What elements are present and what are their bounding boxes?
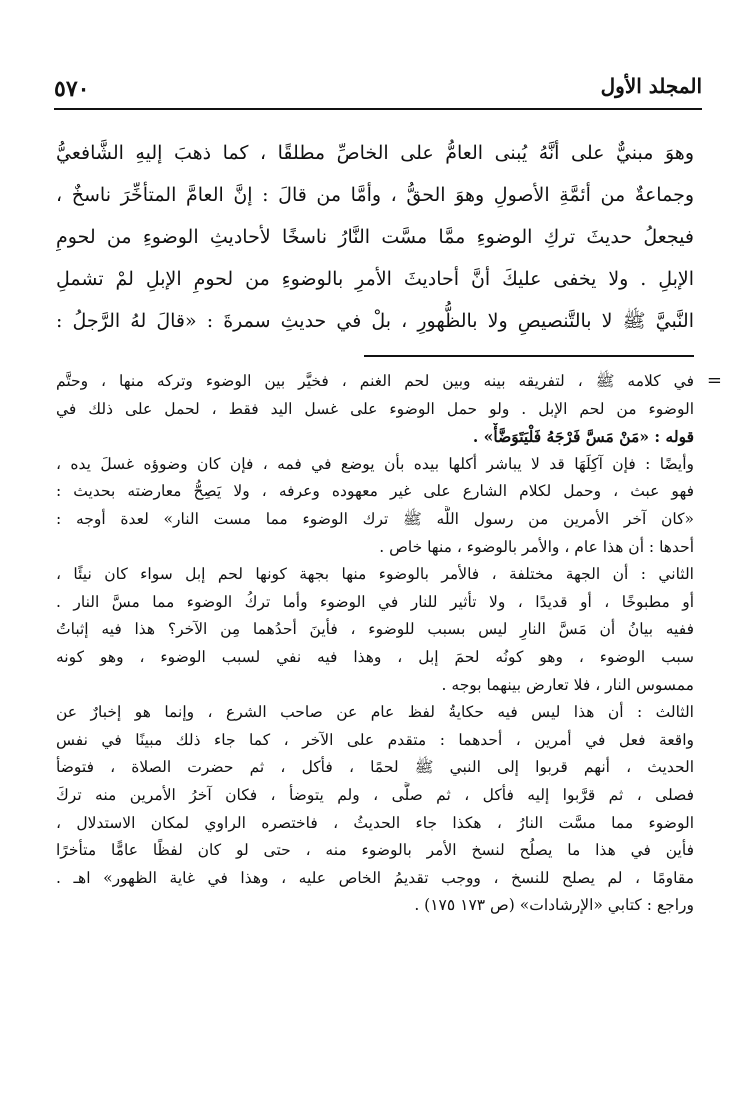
footnote-line: الحديث ، أنهم قربوا إلى النبي ﷺ لحمًا ، فأكل ، ثم حضرت الصلاة ، فتوضأ	[56, 758, 694, 777]
main-text-line: وهوَ مبنيٌّ على أنَّهُ يُبنى العامُّ على الخاصِّ مطلقًا ، كما ذهبَ إليهِ الشَّافعيُّ	[56, 142, 694, 164]
footnote-continuation-mark: =	[706, 370, 722, 391]
footnote-block	[56, 368, 722, 920]
footnote-line: «كان آخر الأمرين من رسول اللَّه ﷺ ترك الوضوء مما مست النار» لعدة أوجه :	[56, 509, 694, 528]
page-number: ٥٧٠	[54, 76, 90, 102]
footnote-line: في كلامه ﷺ ، لتفريقه بينه وبين لحم الغنم ، فخيَّر بين الوضوء وتركه منها ، وحتَّم	[56, 372, 694, 390]
footnote-line: وراجع : كتابي «الإرشادات» (ص ١٧٣ ١٧٥) .	[414, 896, 694, 915]
footnote-line: أو مطبوخًا ، أو قديدًا ، ولا تأثير للنار في الوضوء وأما تركُ الوضوء مما مسَّ النار .	[56, 592, 694, 611]
header-divider	[54, 108, 702, 110]
footnote-line: الوضوء من لحم الإبل . ولو حمل الوضوء على غسل اليد فقط ، لحمل على ذلك في	[56, 399, 694, 418]
footnote-line: واقعة فعل في أمرين ، أحدهما : متقدم على الآخر ، كما جاء ذلك مبينًا في نفس	[56, 730, 694, 749]
main-text-line: فيجعلُ حديثَ تركِ الوضوءِ ممَّا مسَّت النَّارُ ناسخًا لأحاديثِ الوضوءِ من لحومِ	[56, 226, 694, 248]
footnote-line: مقاومًا ، لم يصلح للنسخ ، ووجب تقديمُ الخاص عليه ، وهذا في غاية الظهور» اهـ .	[56, 868, 694, 887]
main-text	[56, 132, 694, 342]
page-header	[54, 72, 702, 110]
main-text-line: الإبلِ . ولا يخفى عليكَ أنَّ أحاديثَ الأمرِ بالوضوءِ من لحومِ الإبلِ لمْ تشملِ	[56, 268, 694, 290]
footnote-line: قوله : «مَنْ مَسَّ فَرْجَهُ فَلْيَتَوَضَّأْ» .	[472, 427, 694, 447]
footnote-divider	[364, 355, 694, 357]
footnote-line: ففيه بيانُ أن مَسَّ النارِ ليس بسبب للوضوء ، فأينَ أحدُهما مِن الآخر؟ هذا فيه إثباتُ	[56, 620, 694, 639]
footnote-line: الثالث : أن هذا ليس فيه حكايةُ لفظ عام عن صاحب الشرع ، وإنما هو إخبارٌ عن	[56, 703, 694, 722]
main-text-line: النَّبيَّ ﷺ لا بالتَّنصيصِ ولا بالظُّهورِ ، بلْ في حديثِ سمرةَ : «قالَ لهُ الرَّجلُ :	[56, 310, 694, 332]
footnote-line: فصلى ، ثم قرَّبوا إليه فأكل ، ثم صلَّى ، ولم يتوضأ ، فكان آخرُ الأمرين منه تركَ	[56, 785, 694, 804]
footnote-line: الثاني : أن الجهة مختلفة ، فالأمر بالوضوء منها بجهة كونها لحم إبل سواء كان نيئًا ،	[56, 565, 694, 584]
footnote-line: سبب الوضوء ، وهو كونُه لحمَ إبل ، وهذا فيه نفي لسبب الوضوء ، وهو كونه	[56, 647, 694, 666]
main-text-line: وجماعةٌ من أئمَّةِ الأصولِ وهوَ الحقُّ ، وأمَّا من قالَ : إنَّ العامَّ المتأخِّرَ ناسخٌ ،	[56, 184, 694, 206]
footnote-line: فهو عبث ، وحمل لكلام الشارع على غير معهوده وعرفه ، ولا يَصِحُّ معارضته بحديث :	[56, 482, 694, 501]
footnote-line: فأين في هذا ما يصلُح لنسخ الأمر بالوضوء منه ، حتى لو كان لفظًا عامًّا متأخرًا	[56, 841, 694, 860]
footnote-line: ممسوس النار ، فلا تعارض بينهما بوجه .	[441, 675, 694, 694]
volume-title: المجلد الأول	[600, 74, 702, 98]
footnote-line: أحدها : أن هذا عام ، والأمر بالوضوء ، منها خاص .	[379, 537, 694, 556]
footnote-line: الوضوء مما مسَّت النارُ ، هكذا جاء الحديثُ ، فاختصره الراوي لمكان الاستدلال ،	[56, 813, 694, 832]
footnote-line: وأيضًا : فإن آكِلَهَا قد لا يباشر أكلها بيده بأن يوضع في فمه ، فإن كان وضوؤه غسلَ يده ،	[56, 454, 694, 473]
